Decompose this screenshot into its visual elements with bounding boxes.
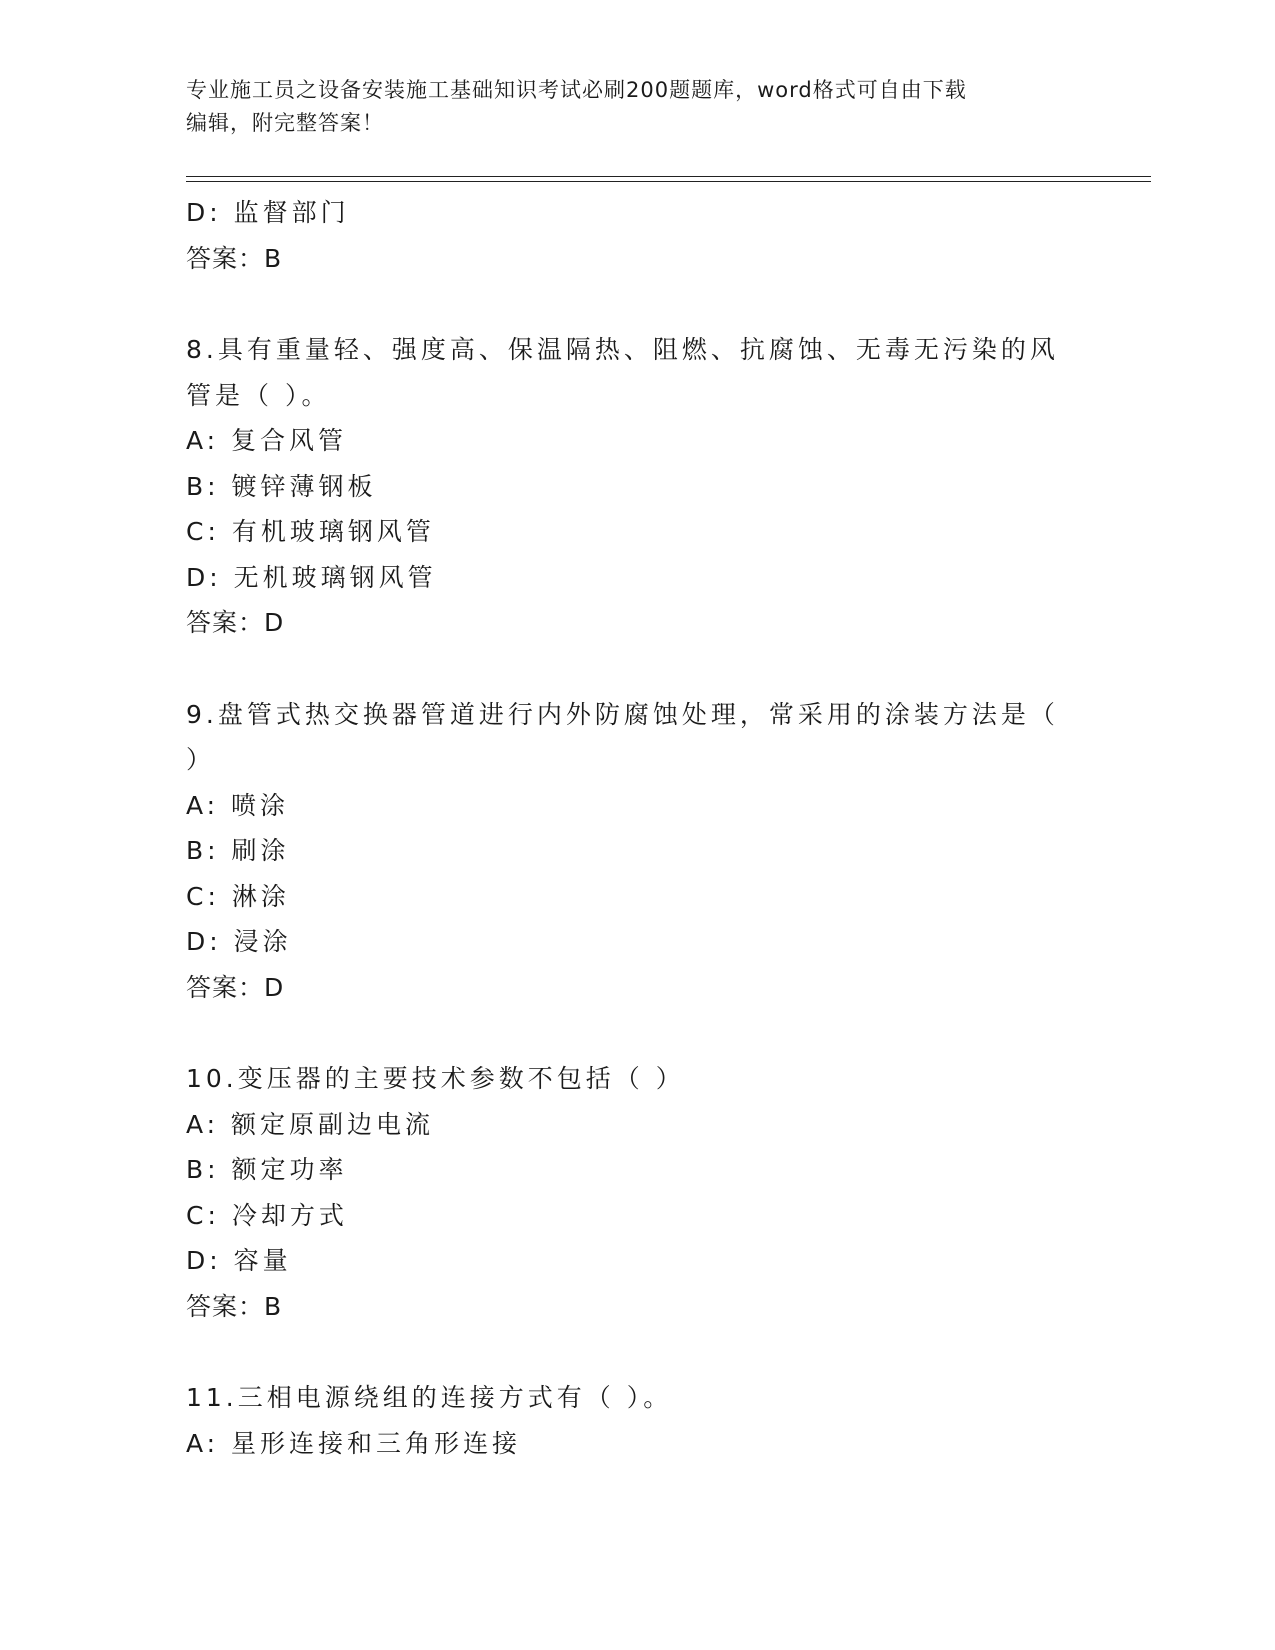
question-7-fragment xyxy=(186,190,1066,281)
question-9-option-d: D: 浸涂 xyxy=(186,927,292,956)
spacer xyxy=(186,281,1066,327)
question-7-answer: 答案：B xyxy=(186,243,283,273)
question-10-answer: 答案：B xyxy=(186,1291,283,1321)
question-11-stem: 11.三相电源绕组的连接方式有（ ）。 xyxy=(186,1383,673,1412)
question-9 xyxy=(186,692,1066,1011)
question-10-option-c: C: 冷却方式 xyxy=(186,1200,348,1230)
question-10-stem: 10.变压器的主要技术参数不包括（ ） xyxy=(186,1064,685,1093)
question-9-stem-line-2: ） xyxy=(186,745,216,774)
question-11-option-a: A: 星形连接和三角形连接 xyxy=(186,1428,522,1458)
question-9-answer: 答案：D xyxy=(186,972,285,1002)
spacer xyxy=(186,1010,1066,1056)
question-8-answer: 答案：D xyxy=(186,608,285,637)
question-10-option-a: A: 额定原副边电流 xyxy=(186,1109,435,1139)
question-9-option-a: A: 喷涂 xyxy=(186,790,290,820)
question-8-option-c: C: 有机玻璃钢风管 xyxy=(186,517,435,546)
question-list xyxy=(186,190,1066,1466)
header-line-2: 编辑，附完整答案！ xyxy=(186,111,384,135)
question-8-option-b: B: 镀锌薄钢板 xyxy=(186,471,377,501)
header-line-1: 专业施工员之设备安装施工基础知识考试必刷200题题库，word格式可自由下载 xyxy=(186,78,967,102)
question-9-option-c: C: 淋涂 xyxy=(186,881,290,911)
question-8-stem-line-2: 管是（ ）。 xyxy=(186,380,331,410)
header-divider xyxy=(186,176,1151,182)
question-7-option-d: D: 监督部门 xyxy=(186,198,350,227)
question-8 xyxy=(186,327,1066,646)
question-8-option-d: D: 无机玻璃钢风管 xyxy=(186,562,437,592)
question-9-stem-line-1: 9.盘管式热交换器管道进行内外防腐蚀处理，常采用的涂装方法是（ xyxy=(186,699,1059,729)
question-8-option-a: A: 复合风管 xyxy=(186,426,348,455)
question-10-option-d: D: 容量 xyxy=(186,1246,292,1275)
question-10-option-b: B: 额定功率 xyxy=(186,1155,348,1184)
question-10 xyxy=(186,1056,1066,1329)
question-11 xyxy=(186,1375,1066,1466)
question-9-option-b: B: 刷涂 xyxy=(186,836,290,865)
spacer xyxy=(186,646,1066,692)
question-8-stem-line-1: 8.具有重量轻、强度高、保温隔热、阻燃、抗腐蚀、无毒无污染的风 xyxy=(186,335,1059,364)
document-header xyxy=(186,74,1066,140)
spacer xyxy=(186,1329,1066,1375)
